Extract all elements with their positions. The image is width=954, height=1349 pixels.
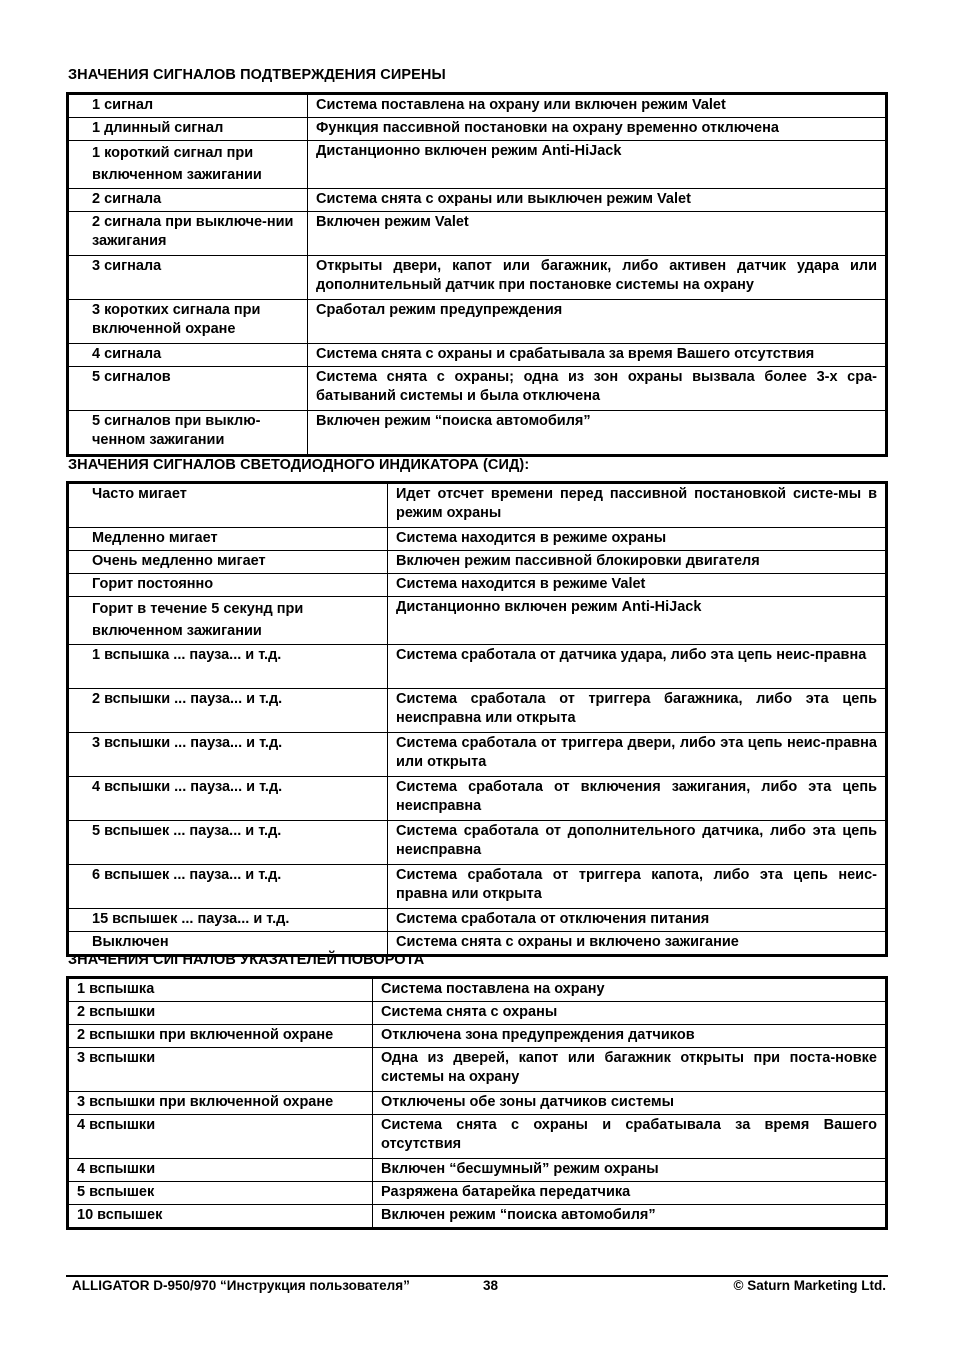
- table-row: [68, 733, 887, 777]
- table-row: [68, 189, 887, 212]
- section-title-led: ЗНАЧЕНИЯ СИГНАЛОВ СВЕТОДИОДНОГО ИНДИКАТОРА (СИД):: [68, 457, 530, 473]
- signal-cell: Выключен: [68, 932, 388, 956]
- signal-cell: 1 вспышка: [68, 978, 373, 1002]
- signal-cell: 5 вспышек ... пауза... и т.д.: [68, 821, 388, 865]
- meaning-cell: Система снята с охраны: [373, 1002, 887, 1025]
- meaning-cell: Система снята с охраны; одна из зон охраны вызвала более 3-х сра-батываний системы и была отключена: [308, 367, 887, 411]
- siren-signals-table: [66, 92, 888, 457]
- signal-cell: 4 вспышки ... пауза... и т.д.: [68, 777, 388, 821]
- meaning-cell: Отключена зона предупреждения датчиков: [373, 1025, 887, 1048]
- meaning-cell: Одна из дверей, капот или багажник открыты при поста-новке системы на охрану: [373, 1048, 887, 1092]
- signal-cell: Очень медленно мигает: [68, 551, 388, 574]
- table-row: [68, 1025, 887, 1048]
- table-row: [68, 256, 887, 300]
- table-row: [68, 777, 887, 821]
- table-row: [68, 978, 887, 1002]
- section-title-siren: ЗНАЧЕНИЯ СИГНАЛОВ ПОДТВЕРЖДЕНИЯ СИРЕНЫ: [68, 67, 446, 83]
- meaning-cell: Система сработала от включения зажигания, либо эта цепь неисправна: [388, 777, 887, 821]
- meaning-cell: Система поставлена на охрану: [373, 978, 887, 1002]
- signal-cell: 2 сигнала: [68, 189, 308, 212]
- signal-cell: 4 сигнала: [68, 344, 308, 367]
- signal-cell: 6 вспышек ... пауза... и т.д.: [68, 865, 388, 909]
- table-row: [68, 1182, 887, 1205]
- table-row: [68, 645, 887, 689]
- signal-cell: 1 сигнал: [68, 94, 308, 118]
- meaning-cell: Отключены обе зоны датчиков системы: [373, 1092, 887, 1115]
- signal-cell: Горит в течение 5 секунд при включенном зажигании: [68, 597, 388, 645]
- meaning-cell: Функция пассивной постановки на охрану временно отключена: [308, 118, 887, 141]
- footer-document-title: ALLIGATOR D-950/970 “Инструкция пользователя”: [72, 1278, 410, 1293]
- table-row: [68, 1092, 887, 1115]
- meaning-cell: Система сработала от триггера багажника, либо эта цепь неисправна или открыта: [388, 689, 887, 733]
- signal-cell: Горит постоянно: [68, 574, 388, 597]
- meaning-cell: Включен “бесшумный” режим охраны: [373, 1159, 887, 1182]
- turn-signals-table: [66, 976, 888, 1230]
- signal-cell: 5 вспышек: [68, 1182, 373, 1205]
- signal-cell: 2 вспышки ... пауза... и т.д.: [68, 689, 388, 733]
- meaning-cell: Система поставлена на охрану или включен режим Valet: [308, 94, 887, 118]
- signal-cell: 2 вспышки при включенной охране: [68, 1025, 373, 1048]
- table-row: [68, 551, 887, 574]
- meaning-cell: Система снята с охраны и включено зажигание: [388, 932, 887, 956]
- table-row: [68, 300, 887, 344]
- table-row: [68, 1205, 887, 1229]
- table-row: [68, 909, 887, 932]
- section-title-turn-signals: ЗНАЧЕНИЯ СИГНАЛОВ УКАЗАТЕЛЕЙ ПОВОРОТА: [68, 952, 425, 968]
- signal-cell: 10 вспышек: [68, 1205, 373, 1229]
- table-row: [68, 821, 887, 865]
- meaning-cell: Сработал режим предупреждения: [308, 300, 887, 344]
- signal-cell: 1 вспышка ... пауза... и т.д.: [68, 645, 388, 689]
- table-row: [68, 574, 887, 597]
- signal-cell: 2 сигнала при выключе-нии зажигания: [68, 212, 308, 256]
- table-row: [68, 483, 887, 528]
- meaning-cell: Система снята с охраны и срабатывала за время Вашего отсутствия: [308, 344, 887, 367]
- meaning-cell: Система сработала от датчика удара, либо эта цепь неис-правна: [388, 645, 887, 689]
- signal-cell: 3 вспышки при включенной охране: [68, 1092, 373, 1115]
- table-row: [68, 1048, 887, 1092]
- footer-divider: [66, 1275, 888, 1277]
- meaning-cell: Система сработала от отключения питания: [388, 909, 887, 932]
- table-row: [68, 865, 887, 909]
- signal-cell: 5 сигналов: [68, 367, 308, 411]
- signal-cell: 4 вспышки: [68, 1159, 373, 1182]
- meaning-cell: Дистанционно включен режим Anti-HiJack: [308, 141, 887, 189]
- signal-cell: 1 длинный сигнал: [68, 118, 308, 141]
- table-row: [68, 118, 887, 141]
- meaning-cell: Система сработала от триггера капота, либо эта цепь неис-правна или открыта: [388, 865, 887, 909]
- signal-cell: 1 короткий сигнал при включенном зажигании: [68, 141, 308, 189]
- signal-cell: 4 вспышки: [68, 1115, 373, 1159]
- meaning-cell: Идет отсчет времени перед пассивной постановкой систе-мы в режим охраны: [388, 483, 887, 528]
- table-row: [68, 367, 887, 411]
- signal-cell: Медленно мигает: [68, 528, 388, 551]
- signal-cell: 3 вспышки ... пауза... и т.д.: [68, 733, 388, 777]
- footer-copyright: © Saturn Marketing Ltd.: [733, 1278, 886, 1293]
- signal-cell: 3 коротких сигнала при включенной охране: [68, 300, 308, 344]
- signal-cell: 15 вспышек ... пауза... и т.д.: [68, 909, 388, 932]
- table-row: [68, 141, 887, 189]
- meaning-cell: Система находится в режиме охраны: [388, 528, 887, 551]
- table-row: [68, 597, 887, 645]
- meaning-cell: Разряжена батарейка передатчика: [373, 1182, 887, 1205]
- signal-cell: Часто мигает: [68, 483, 388, 528]
- meaning-cell: Включен режим “поиска автомобиля”: [373, 1205, 887, 1229]
- meaning-cell: Система сработала от дополнительного датчика, либо эта цепь неисправна: [388, 821, 887, 865]
- table-row: [68, 344, 887, 367]
- meaning-cell: Включен режим пассивной блокировки двигателя: [388, 551, 887, 574]
- page-number: 38: [483, 1278, 499, 1293]
- meaning-cell: Система находится в режиме Valet: [388, 574, 887, 597]
- meaning-cell: Открыты двери, капот или багажник, либо активен датчик удара или дополнительный датчик при постановке системы на охрану: [308, 256, 887, 300]
- table-row: [68, 94, 887, 118]
- meaning-cell: Система сработала от триггера двери, либо эта цепь неис-правна или открыта: [388, 733, 887, 777]
- meaning-cell: Система снята с охраны или выключен режим Valet: [308, 189, 887, 212]
- table-row: [68, 1002, 887, 1025]
- meaning-cell: Система снята с охраны и срабатывала за время Вашего отсутствия: [373, 1115, 887, 1159]
- table-row: [68, 689, 887, 733]
- signal-cell: 3 вспышки: [68, 1048, 373, 1092]
- table-row: [68, 1159, 887, 1182]
- meaning-cell: Дистанционно включен режим Anti-HiJack: [388, 597, 887, 645]
- signal-cell: 2 вспышки: [68, 1002, 373, 1025]
- table-row: [68, 1115, 887, 1159]
- led-signals-table: [66, 481, 888, 957]
- signal-cell: 3 сигнала: [68, 256, 308, 300]
- signal-cell: 5 сигналов при выклю-ченном зажигании: [68, 411, 308, 456]
- table-row: [68, 212, 887, 256]
- meaning-cell: Включен режим Valet: [308, 212, 887, 256]
- meaning-cell: Включен режим “поиска автомобиля”: [308, 411, 887, 456]
- table-row: [68, 528, 887, 551]
- table-row: [68, 411, 887, 456]
